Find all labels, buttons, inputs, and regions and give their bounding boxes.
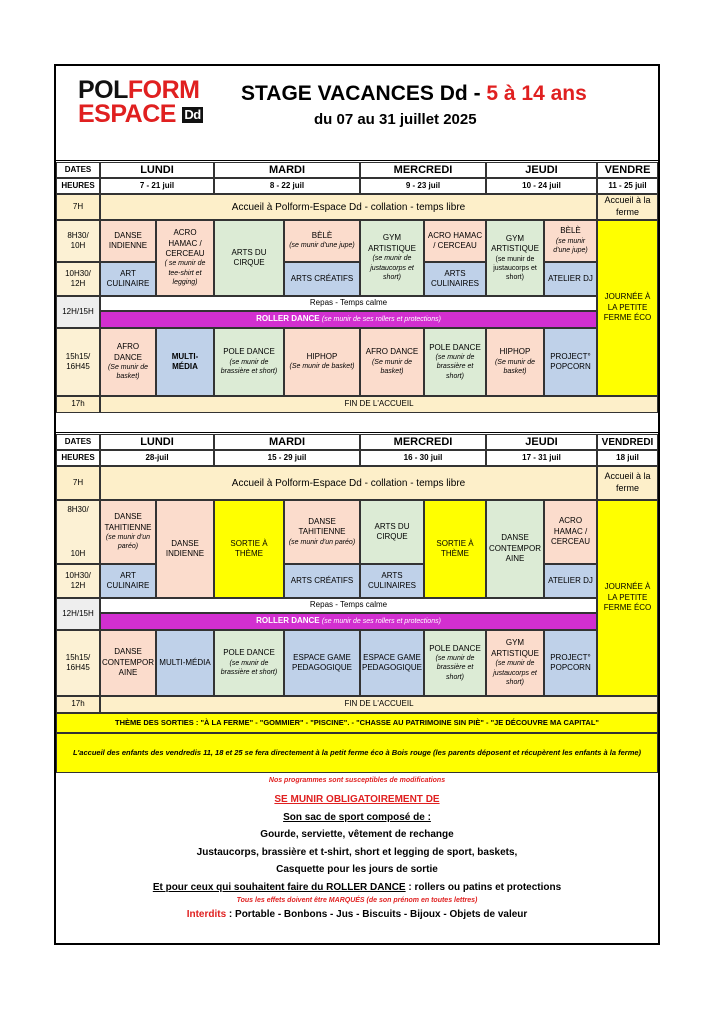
w1-hiphop-thu <box>486 328 544 396</box>
w1-time-1030 <box>56 262 100 296</box>
w2-date-vendredi: 18 juil <box>597 450 658 466</box>
w2-pole-tue <box>214 630 284 696</box>
w1-acro-hamac <box>156 220 214 296</box>
w1-date-jeudi: 10 - 24 juil <box>486 178 597 194</box>
w1-arts-creatifs: ARTS CRÉATIFS <box>284 262 360 296</box>
w1-hiphop-label: HIPHOP <box>306 352 338 362</box>
w2-roller-label: ROLLER DANCE <box>256 616 320 626</box>
page-subtitle: du 07 au 31 juillet 2025 <box>314 111 477 128</box>
w1-day-jeudi: JEUDI <box>486 162 597 178</box>
logo-form: FORM <box>127 76 200 104</box>
w1-acro-note: ( se munir de tee-shirt et legging) <box>164 260 206 287</box>
footer-roller-b: : rollers ou patins et protections <box>405 881 562 893</box>
w1-afro-label: AFRO DANCE <box>113 342 142 362</box>
w1-time-830 <box>56 220 100 262</box>
w2-time-1515-b: 16H45 <box>66 663 90 672</box>
w1-date-lundi: 7 - 21 juil <box>100 178 214 194</box>
w1-pole-wed-note: (se munir de brassière et short) <box>435 354 475 380</box>
page-title <box>241 82 661 106</box>
w2-day-mardi: MARDI <box>214 434 360 450</box>
w1-bele-thu-label: BÈLÈ <box>560 226 581 236</box>
w1-afro-wed-note: (Se munir de basket) <box>371 358 413 376</box>
w2-day-vendredi: VENDREDI <box>597 434 658 450</box>
w2-tahitienne-tue-note: (se munir d'un paréo) <box>288 538 356 546</box>
footer-marques: Tous les effets doivent être MARQUÉS (de son prénom en toutes lettres) <box>236 897 478 905</box>
w1-bele-thu <box>544 220 597 262</box>
w2-arts-culinaires: ARTS CULINAIRES <box>360 564 424 598</box>
footer-roller-a: Et pour ceux qui souhaitent faire du ROLLER DANCE <box>152 881 406 893</box>
w2-date-jeudi: 17 - 31 juil <box>486 450 597 466</box>
w2-acro-hamac: ACRO HAMAC / CERCEAU <box>544 500 597 564</box>
w2-arts-creatifs: ARTS CRÉATIFS <box>284 564 360 598</box>
w1-gym-note: (se munir de justaucorps et short) <box>370 255 414 282</box>
w1-gym-thu-note: (se munir de justaucorps et short) <box>493 255 537 281</box>
w1-gym-wed <box>360 220 424 296</box>
w2-tahitienne-note: (se munir d'un paréo) <box>105 533 151 551</box>
title-main: STAGE VACANCES Dd - <box>241 82 487 105</box>
w1-afro-wed-label: AFRO DANCE <box>365 347 419 357</box>
w1-pole-label: POLE DANCE <box>223 347 275 357</box>
w2-time-1030-a: 10H30/ <box>65 570 91 580</box>
w1-roller-note: (se munir de ses rollers et protections) <box>321 315 441 323</box>
w2-art-culinaire: ART CULINAIRE <box>100 564 156 598</box>
w1-date-mardi: 8 - 22 juil <box>214 178 360 194</box>
w2-sortie-wed: SORTIE À THÈME <box>424 500 486 598</box>
w1-atelier-dj: ATELIER DJ <box>544 262 597 296</box>
w1-hiphop-thu-note: (Se munir de basket) <box>494 358 536 376</box>
w1-pole-wed <box>424 328 486 396</box>
w2-day-lundi: LUNDI <box>100 434 214 450</box>
w1-time-830-b: 10H <box>70 241 86 250</box>
themes-sorties: THÈME DES SORTIES : "À LA FERME" - "GOMMIER" - "PISCINE". - "CHASSE AU PATRIMOINE SIN PIÈ" - "JE DÉCOUVRE MA CAPITAL" <box>56 713 658 733</box>
w2-dates-label: DATES <box>56 434 100 450</box>
footer-interdits <box>56 906 658 924</box>
w2-arts-cirque: ARTS DU CIRQUE <box>360 500 424 564</box>
w1-time-1030-b: 12H <box>70 279 86 288</box>
w1-fin-accueil: FIN DE L'ACCUEIL <box>100 396 658 413</box>
w2-pole-note: (se munir de brassière et short) <box>220 659 278 677</box>
w1-time-1515 <box>56 328 100 396</box>
w2-friday-ferme: JOURNÉE À LA PETITE FERME ÉCO <box>597 500 658 696</box>
w1-day-lundi: LUNDI <box>100 162 214 178</box>
w2-project-popcorn: PROJECT° POPCORN <box>544 630 597 696</box>
w1-project-popcorn: PROJECT° POPCORN <box>544 328 597 396</box>
w1-arts-culinaires: ARTS CULINAIRES <box>424 262 486 296</box>
w1-date-vendredi: 11 - 25 juil <box>597 178 658 194</box>
w1-time-12-15: 12H/15H <box>56 296 100 328</box>
w2-time-17h: 17h <box>56 696 100 713</box>
w1-afro-wed <box>360 328 424 396</box>
w1-art-culinaire: ART CULINAIRE <box>100 262 156 296</box>
w1-danse-indienne: DANSE INDIENNE <box>100 220 156 262</box>
w2-date-lundi: 28-juil <box>100 450 214 466</box>
w2-roller-dance <box>100 613 597 630</box>
footer-sac: Son sac de sport composé de : <box>283 811 431 823</box>
w1-time-1515-b: 16H45 <box>66 362 90 371</box>
w2-tahitienne-label: DANSE TAHITIENNE <box>104 512 152 532</box>
footer-line2: Justaucorps, brassière et t-shirt, short et legging de sport, baskets, <box>196 846 518 858</box>
w1-roller-label: ROLLER DANCE <box>256 314 320 324</box>
w2-date-mardi: 15 - 29 juil <box>214 450 360 466</box>
w1-pole-note: (se munir de brassière et short) <box>220 358 278 376</box>
w2-time-12-15: 12H/15H <box>56 598 100 630</box>
w2-fin-accueil: FIN DE L'ACCUEIL <box>100 696 658 713</box>
footer-line3: Casquette pour les jours de sortie <box>276 864 438 876</box>
w1-gym-thu <box>486 220 544 296</box>
w2-time-830-b: 10H <box>70 548 86 558</box>
logo <box>78 78 218 128</box>
w2-time-7h: 7H <box>56 466 100 500</box>
w1-repas: Repas - Temps calme <box>100 296 597 311</box>
w1-time-1515-a: 15h15/ <box>65 351 91 361</box>
w2-pole-wed-label: POLE DANCE <box>429 643 481 653</box>
logo-mark: Dd <box>184 107 201 122</box>
w1-bele-note: (se munir d'une jupe) <box>289 242 355 250</box>
title-age: 5 à 14 ans <box>486 82 587 105</box>
w2-tahitienne-tue-label: DANSE TAHITIENNE <box>298 516 346 537</box>
footer-interdits-b: : Portable - Bonbons - Jus - Biscuits - Bijoux - Objets de valeur <box>226 908 528 920</box>
w2-escape-tue: ESPACE GAME PEDAGOGIQUE <box>284 630 360 696</box>
w1-day-mercredi: MERCREDI <box>360 162 486 178</box>
w2-contemporaine-mon: DANSE CONTEMPOR AINE <box>100 630 156 696</box>
w1-pole-tue <box>214 328 284 396</box>
w2-tahitienne <box>100 500 156 564</box>
w1-arts-cirque: ARTS DU CIRQUE <box>214 220 284 296</box>
w2-time-1030 <box>56 564 100 598</box>
w1-accueil: Accueil à Polform-Espace Dd - collation - temps libre <box>100 194 597 220</box>
w1-pole-wed-label: POLE DANCE <box>429 342 481 352</box>
w2-time-1030-b: 12H <box>70 581 86 590</box>
footer <box>56 776 658 923</box>
w2-accueil: Accueil à Polform-Espace Dd - collation - temps libre <box>100 466 597 500</box>
w2-escape-wed: ESPACE GAME PEDAGOGIQUE <box>360 630 424 696</box>
footer-modif: Nos programmes sont susceptibles de modifications <box>268 777 446 784</box>
footer-oblig: SE MUNIR OBLIGATOIREMENT DE <box>274 794 440 806</box>
w1-hiphop-note: (Se munir de basket) <box>289 363 355 371</box>
w1-afro-note: (Se munir de basket) <box>107 363 149 381</box>
w1-friday-ferme: JOURNÉE À LA PETITE FERME ÉCO <box>597 220 658 396</box>
w2-time-830 <box>56 500 100 564</box>
w2-gym-label: GYM ARTISTIQUE <box>491 638 539 658</box>
w1-hiphop-thu-label: HIPHOP <box>499 347 531 357</box>
w2-tahitienne-tue <box>284 500 360 564</box>
w1-gym-thu-label: GYM ARTISTIQUE <box>491 233 539 254</box>
w1-time-7h: 7H <box>56 194 100 220</box>
friday-note: L'accueil des enfants des vendredis 11, 18 et 25 se fera directement à la petit ferme éco à Bois rouge (les parents déposent et récupèrent les enfants à la ferme) <box>56 733 658 773</box>
w2-accueil-ferme: Accueil à la ferme <box>597 466 658 500</box>
w1-afro-mon <box>100 328 156 396</box>
footer-interdits-a: Interdits <box>186 908 227 920</box>
w2-time-1515 <box>56 630 100 696</box>
logo-espace: ESPACE <box>78 100 176 128</box>
w1-heures-label: HEURES <box>56 178 100 194</box>
w2-repas: Repas - Temps calme <box>100 598 597 613</box>
w1-day-mardi: MARDI <box>214 162 360 178</box>
schedule-sheet <box>54 64 660 945</box>
w1-time-17h: 17h <box>56 396 100 413</box>
w1-hiphop-tue <box>284 328 360 396</box>
w2-multimedia: MULTI-MÉDIA <box>156 630 214 696</box>
w2-gym-note: (se munir de justaucorps et short) <box>493 660 537 687</box>
w1-acro-wed: ACRO HAMAC / CERCEAU <box>424 220 486 262</box>
w2-danse-indienne: DANSE INDIENNE <box>156 500 214 598</box>
w2-sortie-tue: SORTIE À THÈME <box>214 500 284 598</box>
w1-date-mercredi: 9 - 23 juil <box>360 178 486 194</box>
w1-acro-label: ACRO HAMAC / CERCEAU <box>165 228 205 259</box>
w1-gym-label: GYM ARTISTIQUE <box>368 233 416 253</box>
w1-time-830-a: 8H30/ <box>67 230 89 240</box>
w2-time-1515-a: 15h15/ <box>65 652 91 662</box>
w2-roller-note: (se munir de ses rollers et protections) <box>321 617 441 625</box>
w1-roller-dance <box>100 311 597 328</box>
w1-bele-thu-note: (se munir d'une jupe) <box>553 237 588 255</box>
w2-pole-wed-note: (se munir de brassière et short) <box>435 655 475 681</box>
w2-day-mercredi: MERCREDI <box>360 434 486 450</box>
w2-date-mercredi: 16 - 30 juil <box>360 450 486 466</box>
w2-gym-thu <box>486 630 544 696</box>
footer-line1: Gourde, serviette, vêtement de rechange <box>260 829 454 841</box>
w1-day-vendredi: VENDRE <box>597 162 658 178</box>
w1-accueil-ferme: Accueil à la ferme <box>597 194 658 220</box>
footer-roller <box>56 879 658 897</box>
logo-pol: POL <box>78 76 128 104</box>
w2-heures-label: HEURES <box>56 450 100 466</box>
w2-day-jeudi: JEUDI <box>486 434 597 450</box>
w1-dates-label: DATES <box>56 162 100 178</box>
w2-time-830-a: 8H30/ <box>67 505 89 514</box>
w1-bele <box>284 220 360 262</box>
w2-contemporaine: DANSE CONTEMPOR AINE <box>486 500 544 598</box>
w1-time-1030-a: 10H30/ <box>65 268 91 278</box>
w1-multimedia: MULTI-MÉDIA <box>156 328 214 396</box>
w1-bele-label: BÈLÈ <box>311 231 333 241</box>
w2-atelier-dj: ATELIER DJ <box>544 564 597 598</box>
w2-pole-wed <box>424 630 486 696</box>
w2-pole-label: POLE DANCE <box>223 648 275 658</box>
